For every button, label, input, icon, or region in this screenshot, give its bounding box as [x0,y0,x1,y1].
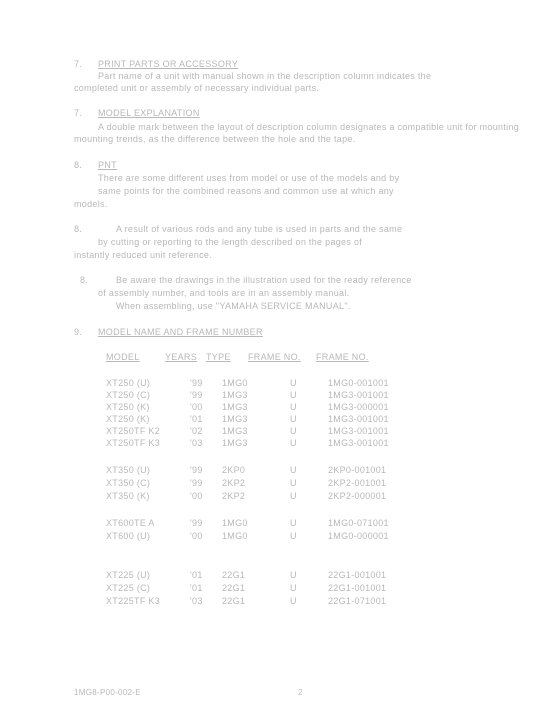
cell-frame: 1MG0-000001 [328,531,389,541]
cell-model: XT350 (C) [106,478,151,488]
cell-type: 1MG0 [222,378,248,388]
section-title: PNT [98,160,117,170]
cell-model: XT225 (U) [106,570,151,580]
cell-dest: U [290,378,297,388]
cell-frame: 2KP0-001001 [328,465,387,475]
cell-model: XT250TF K2 [106,426,161,436]
cell-model: XT250 (C) [106,390,151,400]
cell-model: XT250 (K) [106,414,150,424]
cell-year: '99 [190,478,203,488]
cell-frame: 1MG3-001001 [328,390,389,400]
paragraph-line: Be aware the drawings in the illustration used for the ready reference [116,275,412,285]
paragraph-line: There are some different uses from model or use of the models and by [98,173,400,183]
column-header-model: MODEL [106,352,140,362]
section-title: MODEL NAME AND FRAME NUMBER [98,327,263,337]
cell-dest: U [290,426,297,436]
cell-year: '02 [190,426,203,436]
cell-model: XT225 (C) [106,583,151,593]
cell-model: XT225TF K3 [106,596,161,606]
cell-type: 1MG0 [222,518,248,528]
section-number: 7. [74,59,83,69]
cell-year: '00 [190,402,203,412]
cell-year: '03 [190,596,203,606]
cell-frame: 22G1-001001 [328,570,387,580]
cell-frame: 22G1-001001 [328,583,387,593]
paragraph-line: same points for the combined reasons and common use at which any [98,186,394,196]
paragraph-line: A double mark between the layout of description column designates a compatible unit for mounting [98,122,520,132]
cell-frame: 2KP2-001001 [328,478,387,488]
section-number: 7. [74,108,83,118]
cell-dest: U [290,402,297,412]
cell-year: '99 [190,465,203,475]
footer-code: 1MG8-P00-002-E [74,688,141,697]
paragraph-line: models. [74,199,108,209]
cell-type: 1MG3 [222,426,248,436]
cell-type: 22G1 [222,596,246,606]
cell-type: 1MG3 [222,390,248,400]
cell-dest: U [290,531,297,541]
section-number: 8. [74,160,83,170]
cell-dest: U [290,518,297,528]
section-number: 8. [80,275,89,285]
cell-frame: 2KP2-000001 [328,491,387,501]
paragraph-line: by cutting or reporting to the length described on the pages of [98,237,363,247]
column-header-frame: FRAME NO. [248,352,301,362]
cell-dest: U [290,596,297,606]
cell-dest: U [290,465,297,475]
cell-frame: 1MG3-000001 [328,402,389,412]
section-number: 8. [74,224,83,234]
cell-dest: U [290,414,297,424]
cell-type: 1MG0 [222,531,248,541]
cell-type: 2KP0 [222,465,246,475]
cell-model: XT350 (K) [106,491,150,501]
paragraph-line: completed unit or assembly of necessary individual parts. [74,83,320,93]
cell-frame: 1MG3-001001 [328,414,389,424]
cell-year: '99 [190,378,203,388]
cell-model: XT250TF K3 [106,438,161,448]
section-number: 9. [74,327,83,337]
paragraph-line: instantly reduced unit reference. [74,250,212,260]
cell-dest: U [290,570,297,580]
cell-model: XT600TE A [106,518,155,528]
cell-year: '01 [190,583,203,593]
section-title: MODEL EXPLANATION [98,108,200,118]
cell-year: '99 [190,390,203,400]
section-title: PRINT PARTS OR ACCESSORY [98,59,239,69]
cell-type: 2KP2 [222,491,246,501]
paragraph-line: Part name of a unit with manual shown in the description column indicates the [98,71,432,81]
cell-type: 1MG3 [222,414,248,424]
cell-type: 2KP2 [222,478,246,488]
page-number: 2 [298,688,303,697]
cell-dest: U [290,478,297,488]
cell-type: 1MG3 [222,438,248,448]
cell-frame: 1MG3-001001 [328,438,389,448]
cell-year: '00 [190,491,203,501]
cell-dest: U [290,583,297,593]
cell-frame: 22G1-071001 [328,596,387,606]
cell-model: XT350 (U) [106,465,151,475]
cell-year: '00 [190,531,203,541]
paragraph-line: When assembling, use "YAMAHA SERVICE MANUAL". [116,301,351,311]
cell-type: 1MG3 [222,402,248,412]
cell-frame: 1MG0-001001 [328,378,389,388]
cell-type: 22G1 [222,570,246,580]
cell-model: XT250 (K) [106,402,150,412]
paragraph-line: A result of various rods and any tube is used in parts and the same [116,224,403,234]
column-header-type: TYPE [206,352,231,362]
cell-year: '99 [190,518,203,528]
column-header-years: YEARS [165,352,198,362]
cell-dest: U [290,438,297,448]
cell-frame: 1MG3-001001 [328,426,389,436]
cell-year: '03 [190,438,203,448]
cell-type: 22G1 [222,583,246,593]
cell-frame: 1MG0-071001 [328,518,389,528]
cell-dest: U [290,390,297,400]
paragraph-line: of assembly number, and tools are in an assembly manual. [98,288,350,298]
column-header-frame-no: FRAME NO. [316,352,369,362]
cell-year: '01 [190,570,203,580]
cell-model: XT250 (U) [106,378,151,388]
paragraph-line: mounting trends, as the difference between the hole and the tape. [74,134,356,144]
cell-model: XT600 (U) [106,531,151,541]
cell-year: '01 [190,414,203,424]
cell-dest: U [290,491,297,501]
